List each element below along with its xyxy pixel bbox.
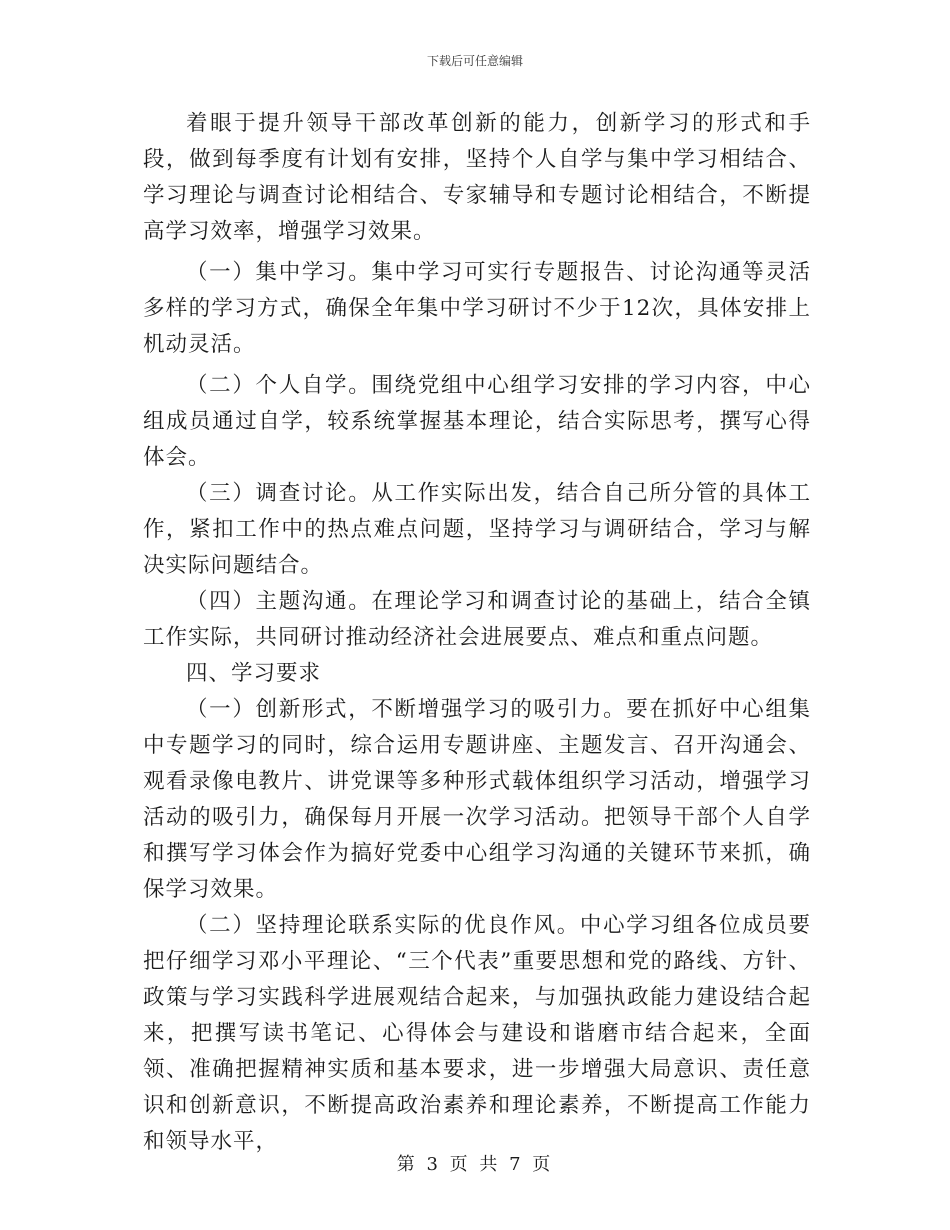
paragraph-innovate-form: （一）创新形式，不断增强学习的吸引力。要在抓好中心组集中专题学习的同时，综合运用专题讲座、主题发言、召开沟通会、观看录像电教片、讲党课等多种形式载体组织学习活动，增强学习活动的吸引力，确保每月开展一次学习活动。把领导干部个人自学和撰写学习体会作为搞好党委中心组学习沟通的关键环节来抓，确保学习效果。 <box>143 697 811 902</box>
paragraph-intro: 着眼于提升领导干部改革创新的能力，创新学习的形式和手段，做到每季度有计划有安排，坚持个人自学与集中学习相结合、学习理论与调查讨论相结合、专家辅导和专题讨论相结合，不断提高学习效率，增强学习效果。 <box>143 111 811 244</box>
paragraph-centralized-study: （一）集中学习。集中学习可实行专题报告、讨论沟通等灵活多样的学习方式，确保全年集中学习研讨不少于12次，具体安排上机动灵活。 <box>143 260 811 357</box>
document-body <box>143 106 811 1160</box>
paragraph-self-study: （二）个人自学。围绕党组中心组学习安排的学习内容，中心组成员通过自学，较系统掌握基本理论，结合实际思考，撰写心得体会。 <box>143 373 811 470</box>
paragraph-theory-practice: （二）坚持理论联系实际的优良作风。中心学习组各位成员要把仔细学习邓小平理论、“三个代表”重要思想和党的路线、方针、政策与学习实践科学进展观结合起来，与加强执政能力建设结合起来，把撰写读书笔记、心得体会与建设和谐磨市结合起来，全面领、准确把握精神实质和基本要求，进一步增强大局意识、责任意识和创新意识，不断提高政治素养和理论素养，不断提高工作能力和领导水平， <box>143 913 811 1154</box>
page-number: 第 3 页 共 7 页 <box>396 1154 554 1175</box>
paragraph-investigation: （三）调查讨论。从工作实际出发，结合自己所分管的具体工作，紧扣工作中的热点难点问题，坚持学习与调研结合，学习与解决实际问题结合。 <box>143 481 811 578</box>
paragraph-theme-communication: （四）主题沟通。在理论学习和调查讨论的基础上，结合全镇工作实际，共同研讨推动经济社会进展要点、难点和重点问题。 <box>143 589 811 650</box>
page-header: 下载后可任意编辑 <box>426 54 523 68</box>
section-heading-requirements: 四、学习要求 <box>186 661 322 686</box>
